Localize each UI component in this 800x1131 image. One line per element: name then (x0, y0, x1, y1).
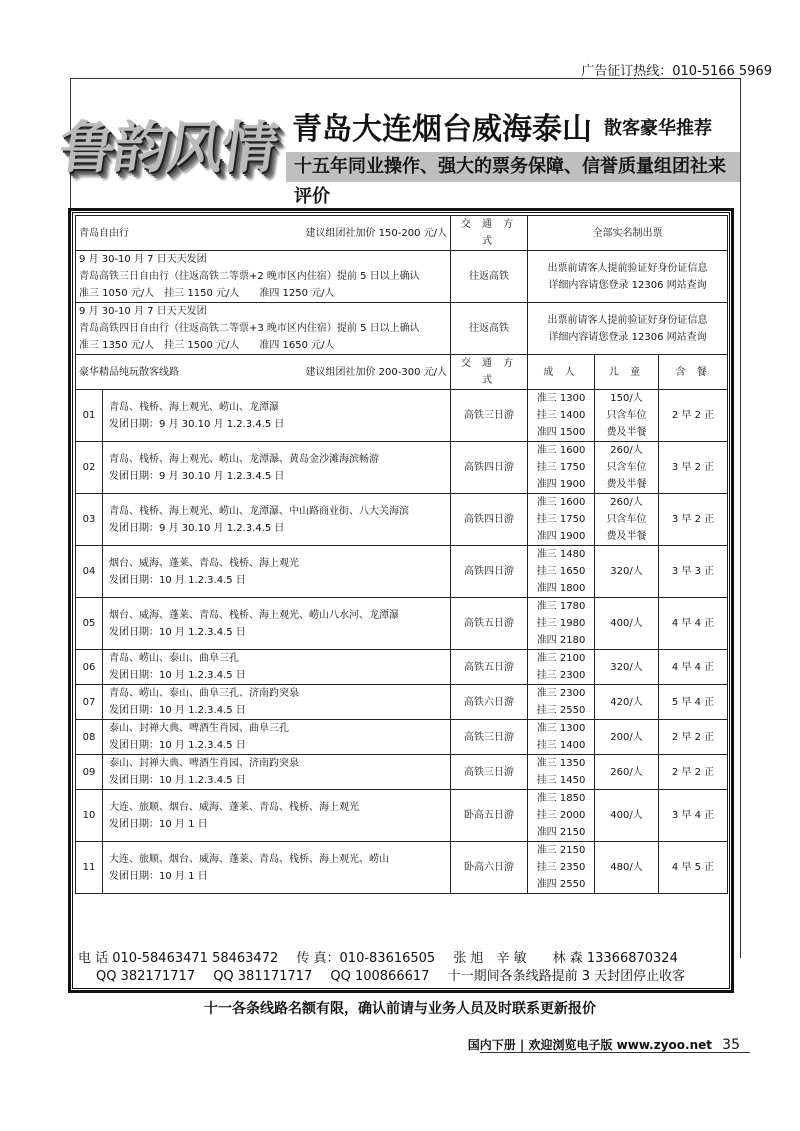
route-adult-prices-line: 挂三 2350 (536, 862, 586, 873)
route-child-price (595, 442, 659, 494)
route-adult-prices (528, 755, 595, 790)
slogan-banner: 十五年同业操作、强大的票务保障、信誉质量组团社来评价 (286, 152, 740, 182)
route-detail (103, 755, 451, 790)
route-row (76, 790, 728, 842)
route-child-price-line: 420/人 (610, 696, 643, 708)
route-meals: 2 早 2 正 (659, 720, 728, 755)
route-transport: 高铁五日游 (451, 650, 528, 685)
route-transport: 高铁六日游 (451, 685, 528, 720)
route-itinerary: 大连、旅顺、烟台、威海、蓬莱、青岛、栈桥、海上观光 (109, 801, 359, 813)
route-child-price-line: 320/人 (610, 566, 643, 577)
route-child-price (595, 650, 659, 685)
route-row (76, 494, 728, 546)
route-adult-prices-line: 挂三 2000 (536, 810, 586, 821)
route-number: 10 (76, 790, 103, 842)
route-detail (103, 842, 451, 894)
route-itinerary: 烟台、威海、蓬莱、青岛、栈桥、海上观光 (109, 557, 299, 569)
route-adult-prices-line: 准三 1300 (536, 393, 586, 404)
route-adult-prices-line: 准四 1800 (536, 583, 586, 594)
route-itinerary: 泰山、封禅大典、啤酒生肖园、济南趵突泉 (109, 758, 299, 769)
route-dates: 发团日期：9 月 30.10 月 1.2.3.4.5 日 (109, 522, 285, 534)
route-dates: 发团日期：10 月 1.2.3.4.5 日 (109, 574, 246, 586)
route-child-price-line: 费及半餐 (606, 427, 647, 438)
section1-item-line: 9 月 30-10 月 7 日天天发团 (79, 254, 207, 265)
section1-item-text (76, 251, 451, 303)
route-adult-prices-line: 准三 2150 (536, 845, 586, 856)
route-detail (103, 442, 451, 494)
section2-header (76, 355, 451, 390)
route-transport: 高铁三日游 (451, 390, 528, 442)
route-child-price (595, 685, 659, 720)
route-row (76, 685, 728, 720)
route-child-price (595, 494, 659, 546)
section2-header-row (76, 355, 728, 390)
route-meals: 3 早 2 正 (659, 494, 728, 546)
route-adult-prices-line: 准三 1480 (536, 549, 586, 560)
route-itinerary: 青岛、栈桥、海上观光、崂山、龙潭瀑 (109, 401, 279, 413)
routes-table (75, 215, 728, 894)
route-meals: 4 早 5 正 (659, 842, 728, 894)
section1-item-line: 9 月 30-10 月 7 日天天发团 (79, 306, 207, 317)
route-adult-prices (528, 650, 595, 685)
route-child-price (595, 755, 659, 790)
route-dates: 发团日期：10 月 1.2.3.4.5 日 (109, 705, 246, 716)
section1-price-note: 建议组团社加价 150-200 元/人 (305, 227, 448, 239)
section1-item-row (76, 303, 728, 355)
route-adult-prices-line: 挂三 2300 (536, 670, 586, 681)
route-detail (103, 494, 451, 546)
brand-logo (54, 90, 290, 200)
route-adult-prices-line: 准三 1600 (536, 497, 586, 508)
route-transport: 卧高六日游 (451, 842, 528, 894)
contact-line-2 (78, 968, 738, 986)
section1-item-transport: 往返高铁 (451, 251, 528, 303)
section1-ticket-header: 全部实名制出票 (528, 216, 728, 251)
section1-item-transport: 往返高铁 (451, 303, 528, 355)
route-detail (103, 685, 451, 720)
section1-note-line: 出票前请客人提前验证好身份证信息 (547, 314, 708, 326)
route-row (76, 442, 728, 494)
route-meals: 3 早 4 正 (659, 790, 728, 842)
section1-item-line: 青岛高铁四日自由行（往返高铁二等票+3 晚市区内住宿）提前 5 日以上确认 (79, 323, 420, 334)
route-detail (103, 598, 451, 650)
route-number: 11 (76, 842, 103, 894)
contact-phone: 电 话 010-58463471 58463472 (78, 951, 279, 966)
route-row (76, 755, 728, 790)
route-adult-prices-line: 挂三 1750 (536, 514, 586, 525)
route-child-price (595, 598, 659, 650)
contact-qq1: QQ 382171717 (96, 969, 196, 984)
route-adult-prices-line: 挂三 2550 (536, 705, 586, 716)
route-child-price-line: 400/人 (610, 810, 643, 821)
route-meals: 3 早 3 正 (659, 546, 728, 598)
section2-title: 豪华精品纯玩散客线路 (79, 366, 179, 378)
route-row (76, 650, 728, 685)
route-adult-prices (528, 442, 595, 494)
route-itinerary: 大连、旅顺、烟台、威海、蓬莱、青岛、栈桥、海上观光、崂山 (109, 853, 389, 865)
section2-price-note: 建议组团社加价 200-300 元/人 (305, 366, 448, 378)
section1-header-row (76, 216, 728, 251)
route-child-price-line: 400/人 (610, 618, 643, 629)
route-child-price-line: 只含车位 (606, 462, 647, 473)
section1-title: 青岛自由行 (79, 227, 129, 239)
route-detail (103, 720, 451, 755)
contact-block (78, 950, 738, 986)
route-itinerary: 泰山、封禅大典、啤酒生肖园、曲阜三孔 (109, 723, 289, 734)
route-number: 03 (76, 494, 103, 546)
route-itinerary: 青岛、栈桥、海上观光、崂山、龙潭瀑、黄岛金沙滩海滨畅游 (109, 453, 379, 465)
route-adult-prices-line: 准三 1350 (536, 758, 586, 769)
route-adult-prices (528, 390, 595, 442)
route-child-price-line: 480/人 (610, 862, 643, 873)
route-row (76, 598, 728, 650)
logo-text: 鲁韵风情 (54, 115, 281, 181)
route-child-price (595, 842, 659, 894)
route-adult-prices-line: 准四 1900 (536, 479, 586, 490)
route-child-price-line: 费及半餐 (606, 531, 647, 542)
route-child-price-line: 260/人 (610, 497, 643, 508)
footer-welcome: 欢迎浏览电子版 www.zyoo.net (528, 1038, 712, 1052)
route-adult-prices-line: 准三 2300 (536, 688, 586, 699)
route-adult-prices (528, 494, 595, 546)
section2-child-header: 儿 童 (595, 355, 659, 390)
route-adult-prices-line: 挂三 1450 (536, 775, 586, 786)
route-row (76, 842, 728, 894)
route-detail (103, 546, 451, 598)
section1-item-note (528, 251, 728, 303)
route-adult-prices-line: 准三 1300 (536, 723, 586, 734)
route-meals: 3 早 2 正 (659, 442, 728, 494)
route-adult-prices (528, 790, 595, 842)
route-adult-prices-line: 准四 1900 (536, 531, 586, 542)
route-child-price-line: 200/人 (610, 731, 643, 743)
route-child-price-line: 只含车位 (606, 410, 647, 421)
headline-sub: 散客豪华推荐 (604, 118, 712, 139)
route-itinerary: 青岛、栈桥、海上观光、崂山、龙潭瀑、中山路商业街、八大关海滨 (109, 505, 409, 517)
section2-adult-header: 成 人 (528, 355, 595, 390)
contact-line-1 (78, 950, 738, 968)
route-child-price (595, 390, 659, 442)
section1-transport-header: 交 通 方 式 (451, 216, 528, 251)
route-transport: 高铁三日游 (451, 755, 528, 790)
section1-item-row (76, 251, 728, 303)
route-number: 09 (76, 755, 103, 790)
route-adult-prices-line: 准四 2180 (536, 635, 586, 646)
route-adult-prices-line: 准三 1780 (536, 601, 586, 612)
ad-hotline: 广告征订热线：010-5166 5969 (581, 64, 772, 79)
section1-item-line: 准三 1050 元/人 挂三 1150 元/人 准四 1250 元/人 (79, 288, 335, 299)
route-itinerary: 烟台、威海、蓬莱、青岛、栈桥、海上观光、崂山八水河、龙潭瀑 (109, 609, 399, 621)
route-adult-prices-line: 挂三 1750 (536, 462, 586, 473)
route-dates: 发团日期：9 月 30.10 月 1.2.3.4.5 日 (109, 470, 285, 482)
route-adult-prices (528, 685, 595, 720)
route-itinerary: 青岛、崂山、泰山、曲阜三孔、济南趵突泉 (109, 688, 299, 699)
route-child-price (595, 546, 659, 598)
route-child-price-line: 只含车位 (606, 514, 647, 525)
route-number: 06 (76, 650, 103, 685)
section1-item-line: 青岛高铁三日自由行（往返高铁二等票+2 晚市区内住宿）提前 5 日以上确认 (79, 271, 420, 282)
section1-note-line: 出票前请客人提前验证好身份证信息 (547, 262, 708, 274)
route-dates: 发团日期：9 月 30.10 月 1.2.3.4.5 日 (109, 418, 285, 430)
route-adult-prices (528, 720, 595, 755)
route-dates: 发团日期：10 月 1 日 (109, 818, 208, 830)
route-child-price-line: 260/人 (610, 766, 643, 778)
route-detail (103, 650, 451, 685)
contact-fax: 传 真：010-83616505 (296, 951, 436, 966)
route-adult-prices-line: 准三 2100 (536, 653, 586, 664)
route-meals: 2 早 2 正 (659, 390, 728, 442)
contact-stop-note: 十一期间各条线路提前 3 天封团停止收客 (447, 969, 686, 984)
route-transport: 高铁五日游 (451, 598, 528, 650)
route-transport: 高铁三日游 (451, 720, 528, 755)
route-transport: 高铁四日游 (451, 442, 528, 494)
contact-qq2: QQ 381171717 (213, 969, 313, 984)
notice: 十一各条线路名额有限，确认前请与业务人员及时联系更新报价 (204, 1001, 596, 1017)
route-row (76, 390, 728, 442)
route-adult-prices (528, 842, 595, 894)
route-adult-prices-line: 准三 1850 (536, 793, 586, 804)
route-adult-prices (528, 546, 595, 598)
route-adult-prices-line: 挂三 1400 (536, 740, 586, 751)
section1-note-line: 详细内容请您登录 12306 网站查询 (548, 279, 707, 291)
top-rule (70, 78, 740, 79)
route-detail (103, 390, 451, 442)
section1-header (76, 216, 451, 251)
route-number: 04 (76, 546, 103, 598)
section1-note-line: 详细内容请您登录 12306 网站查询 (548, 331, 707, 343)
route-number: 07 (76, 685, 103, 720)
section1-item-note (528, 303, 728, 355)
route-child-price-line: 150/人 (610, 393, 643, 404)
route-number: 05 (76, 598, 103, 650)
route-dates: 发团日期：10 月 1.2.3.4.5 日 (109, 626, 246, 638)
route-dates: 发团日期：10 月 1.2.3.4.5 日 (109, 775, 246, 786)
section1-item-text (76, 303, 451, 355)
headline: 青岛大连烟台威海泰山 (292, 112, 592, 147)
route-dates: 发团日期：10 月 1.2.3.4.5 日 (109, 740, 246, 751)
route-transport: 高铁四日游 (451, 546, 528, 598)
section2-meal-header: 含 餐 (659, 355, 728, 390)
contact-staff: 张 旭 辛 敏 林 森 13366870324 (453, 951, 678, 966)
route-row (76, 546, 728, 598)
route-detail (103, 790, 451, 842)
route-child-price-line: 费及半餐 (606, 479, 647, 490)
route-adult-prices-line: 准四 2550 (536, 879, 586, 890)
section2-transport-header: 交 通 方 式 (451, 355, 528, 390)
route-number: 02 (76, 442, 103, 494)
route-child-price-line: 260/人 (610, 445, 643, 456)
route-meals: 4 早 4 正 (659, 650, 728, 685)
route-meals: 2 早 2 正 (659, 755, 728, 790)
route-transport: 高铁四日游 (451, 494, 528, 546)
footer-section: 国内下册 (467, 1038, 516, 1052)
route-meals: 5 早 4 正 (659, 685, 728, 720)
contact-qq3: QQ 100866617 (330, 969, 430, 984)
route-meals: 4 早 4 正 (659, 598, 728, 650)
route-dates: 发团日期：10 月 1 日 (109, 870, 208, 882)
route-adult-prices-line: 准四 2150 (536, 827, 586, 838)
page-footer: 国内下册 | 欢迎浏览电子版 www.zyoo.net 35 (467, 1037, 740, 1053)
route-adult-prices-line: 准三 1600 (536, 445, 586, 456)
frame-right-rule (740, 78, 741, 958)
page-number: 35 (722, 1037, 740, 1053)
section1-item-line: 准三 1350 元/人 挂三 1500 元/人 准四 1650 元/人 (79, 340, 335, 351)
route-number: 08 (76, 720, 103, 755)
route-adult-prices-line: 准四 1500 (536, 427, 586, 438)
route-adult-prices-line: 挂三 1400 (536, 410, 586, 421)
route-transport: 卧高五日游 (451, 790, 528, 842)
route-row (76, 720, 728, 755)
route-child-price (595, 790, 659, 842)
route-dates: 发团日期：10 月 1.2.3.4.5 日 (109, 670, 246, 681)
route-itinerary: 青岛、崂山、泰山、曲阜三孔 (109, 653, 239, 664)
route-child-price-line: 320/人 (610, 661, 643, 673)
route-adult-prices (528, 598, 595, 650)
route-child-price (595, 720, 659, 755)
route-number: 01 (76, 390, 103, 442)
route-adult-prices-line: 挂三 1980 (536, 618, 586, 629)
route-adult-prices-line: 挂三 1650 (536, 566, 586, 577)
